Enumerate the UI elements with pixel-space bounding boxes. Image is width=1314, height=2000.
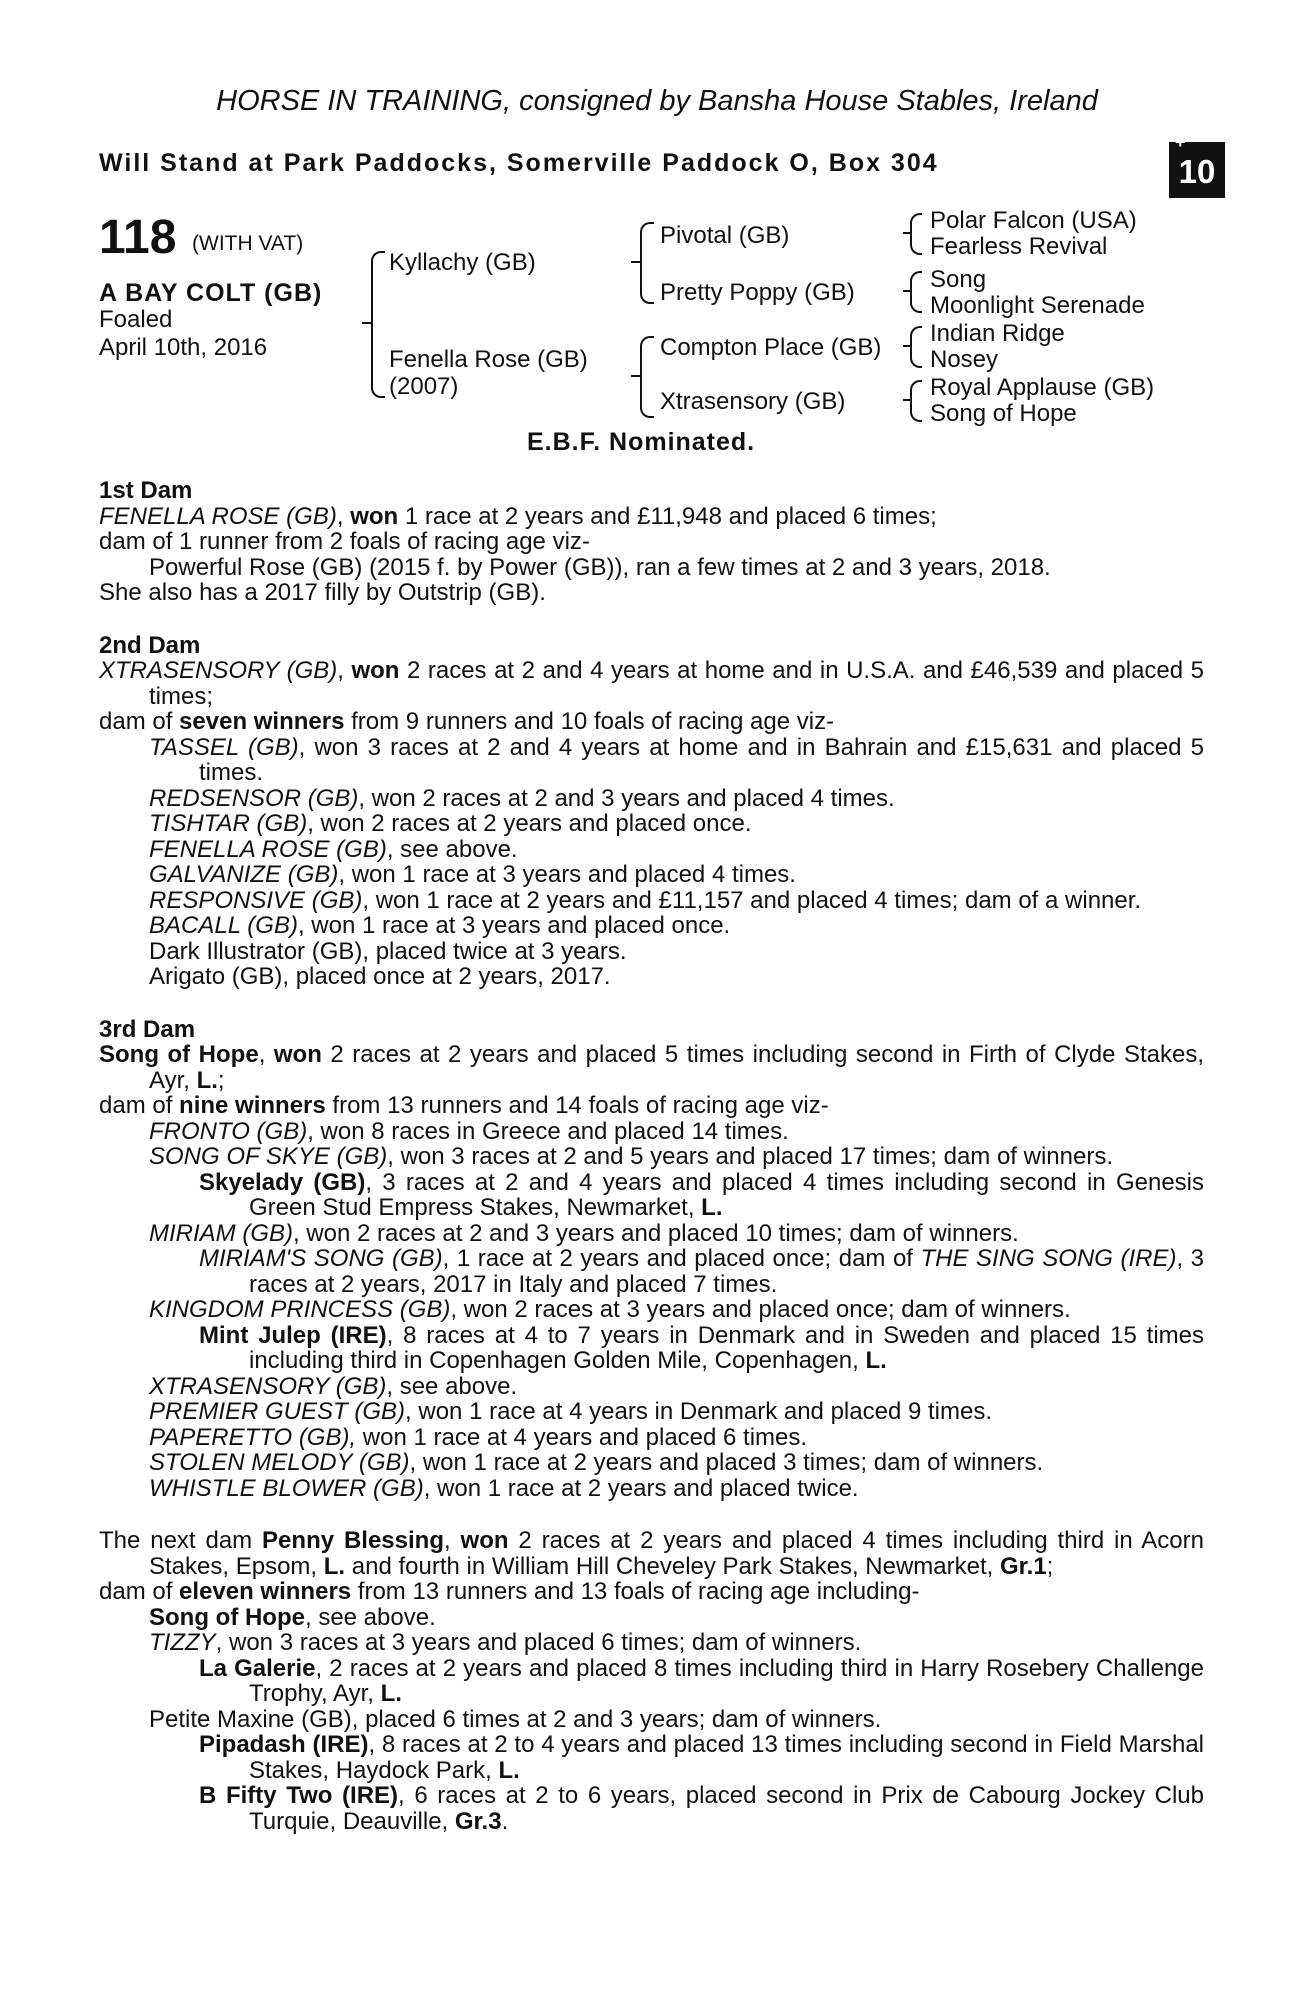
pedigree-g8: Song of Hope: [930, 400, 1077, 427]
produce-entry: PREMIER GUEST (GB), won 1 race at 4 years in Denmark and placed 9 times.: [149, 1398, 992, 1425]
pedigree-bracket-g3-tip: [903, 345, 911, 347]
produce-subentry: B Fifty Two (IRE), 6 races at 2 to 6 years, placed second in Prix de Cabourg Jockey Club Turquie, Deauville, Gr.3.: [199, 1782, 1204, 1835]
pedigree-bracket-dam: [640, 336, 654, 418]
produce-entry: STOLEN MELODY (GB), won 1 race at 2 years and placed 3 times; dam of winners.: [149, 1449, 1044, 1476]
pedigree-dam-dam: Xtrasensory (GB): [660, 388, 846, 415]
badge-number: 10: [1178, 153, 1216, 190]
produce-entry: TASSEL (GB), won 3 races at 2 and 4 years at home and in Bahrain and £15,631 and placed 5 times.: [149, 733, 1204, 786]
dam-record: XTRASENSORY (GB), won 2 races at 2 and 4 years at home and in U.S.A. and £46,539 and placed 5 times;: [99, 657, 1204, 710]
pedigree-g4: Moonlight Serenade: [930, 292, 1145, 319]
third-dam-section: [99, 1017, 1204, 1502]
produce-entry: TIZZY, won 3 races at 3 years and placed 6 times; dam of winners.: [149, 1629, 862, 1656]
page-title: HORSE IN TRAINING, consigned by Bansha House Stables, Ireland: [216, 85, 1098, 117]
pedigree-dam: Fenella Rose (GB): [389, 346, 588, 373]
ebf-nominated: E.B.F. Nominated.: [527, 428, 756, 456]
pedigree-bracket-sire-tip: [631, 261, 641, 263]
dam-record: The next dam Penny Blessing, won 2 races at 2 years and placed 4 times including third in Acorn Stakes, Epsom, L. and fourth in William Hill Cheveley Park Stakes, Newmarket, Gr.1;: [99, 1527, 1204, 1580]
pedigree-sire: Kyllachy (GB): [389, 249, 536, 276]
pedigree-bracket-dam-tip: [631, 375, 641, 377]
horse-title: A BAY COLT (GB): [99, 279, 323, 307]
dam-record: FENELLA ROSE (GB), won 1 race at 2 years and £11,948 and placed 6 times;: [99, 502, 937, 530]
first-dam-section: [99, 478, 1204, 606]
dam-record: Song of Hope, won 2 races at 2 years and placed 5 times including second in Firth of Clyde Stakes, Ayr, L.;: [99, 1041, 1204, 1094]
pedigree-bracket-g4: [910, 380, 922, 422]
produce-subentry: MIRIAM'S SONG (GB), 1 race at 2 years and placed once; dam of THE SING SONG (IRE), 3 races at 2 years, 2017 in Italy and placed 7 times.: [199, 1245, 1205, 1298]
pedigree-g2: Fearless Revival: [930, 233, 1108, 260]
produce-entry: PAPERETTO (GB), won 1 race at 4 years and placed 6 times.: [149, 1423, 808, 1451]
produce-summary: dam of eleven winners from 13 runners and 13 foals of racing age including-: [99, 1578, 920, 1605]
badge-plus: +: [1175, 132, 1186, 152]
lot-badge: [1169, 132, 1225, 198]
pedigree-g1: Polar Falcon (USA): [930, 207, 1137, 234]
foaled-date: April 10th, 2016: [99, 334, 268, 361]
stand-location: Will Stand at Park Paddocks, Somerville Paddock O, Box 304: [99, 149, 939, 177]
pedigree-bracket-main: [371, 251, 385, 398]
pedigree-bracket-sire: [640, 222, 654, 304]
produce-entry: BACALL (GB), won 1 race at 3 years and placed once.: [149, 912, 731, 939]
catalogue-body: [99, 478, 1204, 1834]
produce-subentry: La Galerie, 2 races at 2 years and placed 8 times including third in Harry Rosebery Challenge Trophy, Ayr, L.: [199, 1654, 1204, 1707]
pedigree-bracket-g2-tip: [903, 290, 911, 292]
produce-entry: FRONTO (GB), won 8 races in Greece and placed 14 times.: [149, 1117, 789, 1145]
produce-entry: Powerful Rose (GB) (2015 f. by Power (GB)), ran a few times at 2 and 3 years, 2018.: [149, 553, 1051, 581]
produce-entry: REDSENSOR (GB), won 2 races at 2 and 3 years and placed 4 times.: [149, 784, 895, 812]
pedigree-g3: Song: [930, 266, 987, 293]
pedigree-bracket-main-tip: [362, 322, 372, 324]
pedigree-sire-dam: Pretty Poppy (GB): [660, 279, 855, 306]
section-heading: 1st Dam: [99, 477, 193, 504]
produce-subentry: Skyelady (GB), 3 races at 2 and 4 years and placed 4 times including second in Genesis Green Stud Empress Stakes, Newmarket, L.: [199, 1168, 1204, 1221]
pedigree-bracket-g3: [910, 326, 922, 368]
pedigree-bracket-g2: [910, 271, 922, 313]
pedigree-bracket-g1-tip: [903, 232, 911, 234]
pedigree-dam-year: (2007): [389, 373, 459, 400]
produce-note: She also has a 2017 filly by Outstrip (GB).: [99, 579, 546, 606]
pedigree-g6: Nosey: [930, 346, 999, 373]
produce-entry: Arigato (GB), placed once at 2 years, 2017.: [149, 963, 611, 990]
pedigree-g7: Royal Applause (GB): [930, 374, 1155, 401]
produce-subentry: Pipadash (IRE), 8 races at 2 to 4 years and placed 13 times including second in Field Marshal Stakes, Haydock Park, L.: [199, 1731, 1204, 1784]
produce-entry: Song of Hope, see above.: [149, 1603, 436, 1631]
section-heading: 3rd Dam: [99, 1015, 196, 1043]
produce-subentry: Mint Julep (IRE), 8 races at 4 to 7 years in Denmark and in Sweden and placed 15 times including third in Copenhagen Golden Mile, Copenhagen, L.: [199, 1321, 1204, 1374]
produce-entry: XTRASENSORY (GB), see above.: [149, 1372, 518, 1400]
produce-entry: Petite Maxine (GB), placed 6 times at 2 and 3 years; dam of winners.: [149, 1705, 882, 1733]
pedigree-bracket-g1: [910, 213, 922, 255]
produce-entry: FENELLA ROSE (GB), see above.: [149, 835, 518, 863]
produce-entry: GALVANIZE (GB), won 1 race at 3 years and placed 4 times.: [149, 861, 796, 888]
produce-summary: dam of nine winners from 13 runners and 14 foals of racing age viz-: [99, 1092, 829, 1119]
produce-entry: RESPONSIVE (GB), won 1 race at 2 years and £11,157 and placed 4 times; dam of a winner.: [149, 886, 1142, 914]
pedigree-g5: Indian Ridge: [930, 320, 1065, 347]
section-heading: 2nd Dam: [99, 631, 201, 659]
next-dam-section: [99, 1528, 1204, 1834]
produce-entry: WHISTLE BLOWER (GB), won 1 race at 2 years and placed twice.: [149, 1474, 859, 1502]
produce-entry: SONG OF SKYE (GB), won 3 races at 2 and 5 years and placed 17 times; dam of winners.: [149, 1143, 1113, 1170]
second-dam-section: [99, 633, 1204, 990]
pedigree-sire-sire: Pivotal (GB): [660, 222, 790, 249]
foaled-label: Foaled: [99, 306, 173, 333]
produce-entry: Dark Illustrator (GB), placed twice at 3 years.: [149, 937, 627, 965]
produce-summary: dam of 1 runner from 2 foals of racing age viz-: [99, 528, 590, 555]
produce-entry: KINGDOM PRINCESS (GB), won 2 races at 3 years and placed once; dam of winners.: [149, 1296, 1071, 1323]
produce-summary: dam of seven winners from 9 runners and 10 foals of racing age viz-: [99, 708, 835, 735]
produce-entry: TISHTAR (GB), won 2 races at 2 years and placed once.: [149, 810, 752, 837]
lot-number: 118: [99, 211, 177, 264]
produce-entry: MIRIAM (GB), won 2 races at 2 and 3 years and placed 10 times; dam of winners.: [149, 1219, 1019, 1247]
pedigree-dam-sire: Compton Place (GB): [660, 334, 882, 361]
pedigree-bracket-g4-tip: [903, 399, 911, 401]
lot-vat: (WITH VAT): [192, 232, 304, 255]
